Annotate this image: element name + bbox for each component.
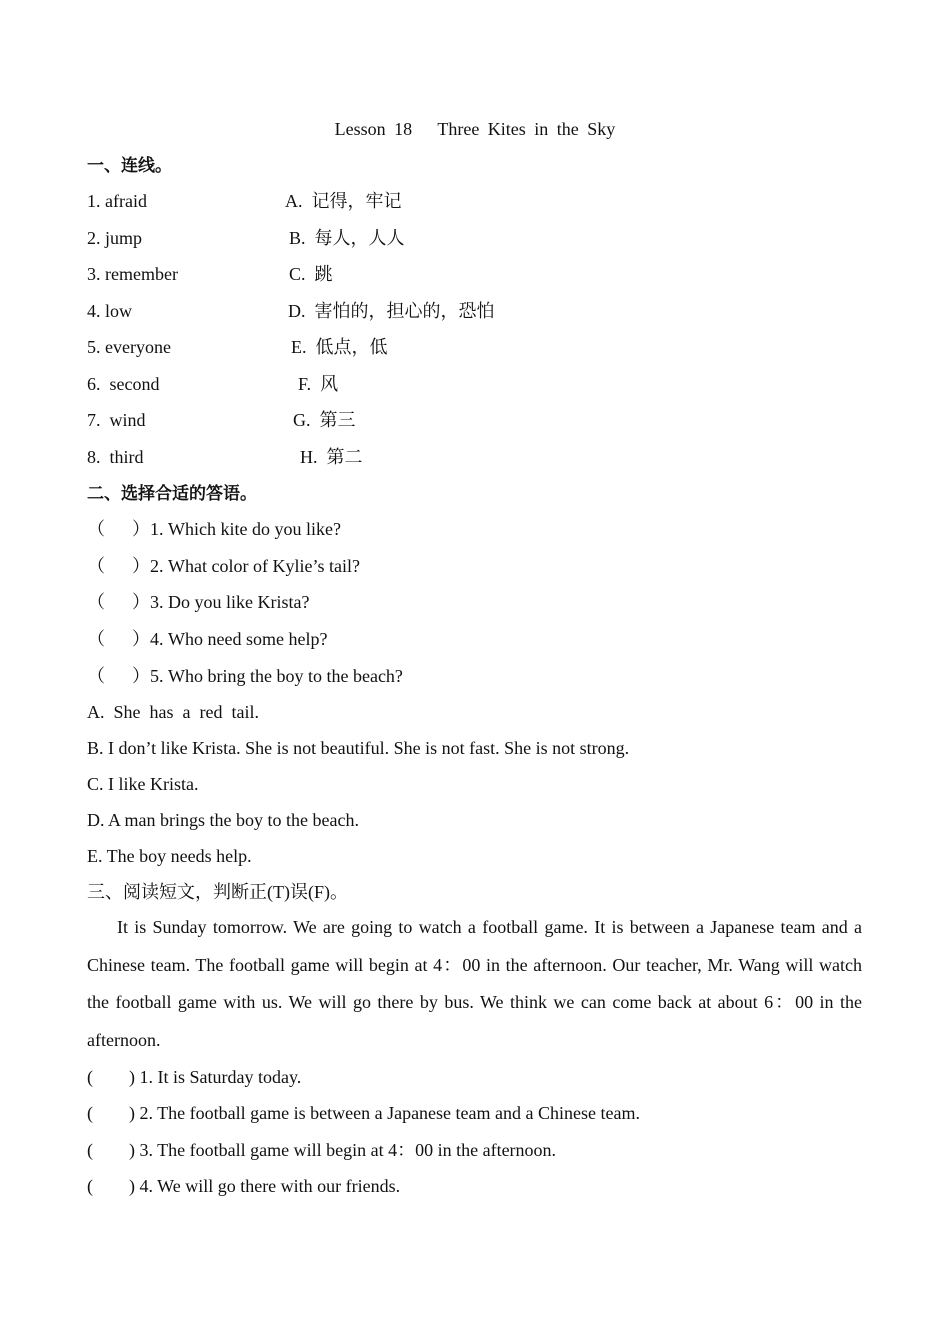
reading-passage: It is Sunday tomorrow. We are going to watch a football game. It is between a Japanese team and a Chinese team. The football game will begin at 4：00 in the afternoon. Our teacher, Mr. Wang will watch the football game with us. We will go there by bus. We think we can come back at about 6：00 in the afternoon. [87,917,862,1050]
statement-item: ( ) 4. We will go there with our friends. [87,1176,401,1196]
meaning-item: A. 记得，牢记 [285,191,402,211]
word-item: 5. everyone [87,337,171,357]
question-item: （ ）4. Who need some help? [87,629,328,649]
word-item: 4. low [87,301,132,321]
answer-item: C. I like Krista. [87,774,199,794]
answer-item: B. I don’t like Krista. She is not beautiful. She is not fast. She is not strong. [87,738,630,758]
answer-item: D. A man brings the boy to the beach. [87,810,359,830]
meaning-item: B. 每人，人人 [289,228,405,248]
page-title: Lesson 18 Three Kites in the Sky [334,119,616,139]
word-item: 8. third [87,447,144,467]
answer-item: A. She has a red tail. [87,702,259,722]
word-item: 1. afraid [87,191,147,211]
section3-heading: 三、阅读短文，判断正(T)误(F)。 [87,882,348,902]
meaning-item: H. 第二 [300,447,363,467]
statement-item: ( ) 3. The football game will begin at 4：00 in the afternoon. [87,1140,557,1160]
meaning-item: G. 第三 [293,410,356,430]
meaning-item: C. 跳 [289,264,333,284]
section1-heading: 一、连线。 [87,156,172,176]
statement-item: ( ) 1. It is Saturday today. [87,1067,302,1087]
meaning-item: D. 害怕的，担心的，恐怕 [288,301,495,321]
word-item: 3. remember [87,264,178,284]
question-item: （ ）3. Do you like Krista? [87,592,310,612]
statement-item: ( ) 2. The football game is between a Japanese team and a Chinese team. [87,1103,640,1123]
question-item: （ ）1. Which kite do you like? [87,519,341,539]
word-item: 6. second [87,374,160,394]
meaning-item: E. 低点，低 [291,337,388,357]
word-item: 7. wind [87,410,146,430]
meaning-item: F. 风 [298,374,339,394]
word-item: 2. jump [87,228,143,248]
question-item: （ ）5. Who bring the boy to the beach? [87,666,403,686]
answer-item: E. The boy needs help. [87,846,252,866]
question-item: （ ）2. What color of Kylie’s tail? [87,556,360,576]
section2-heading: 二、选择合适的答语。 [87,484,257,504]
